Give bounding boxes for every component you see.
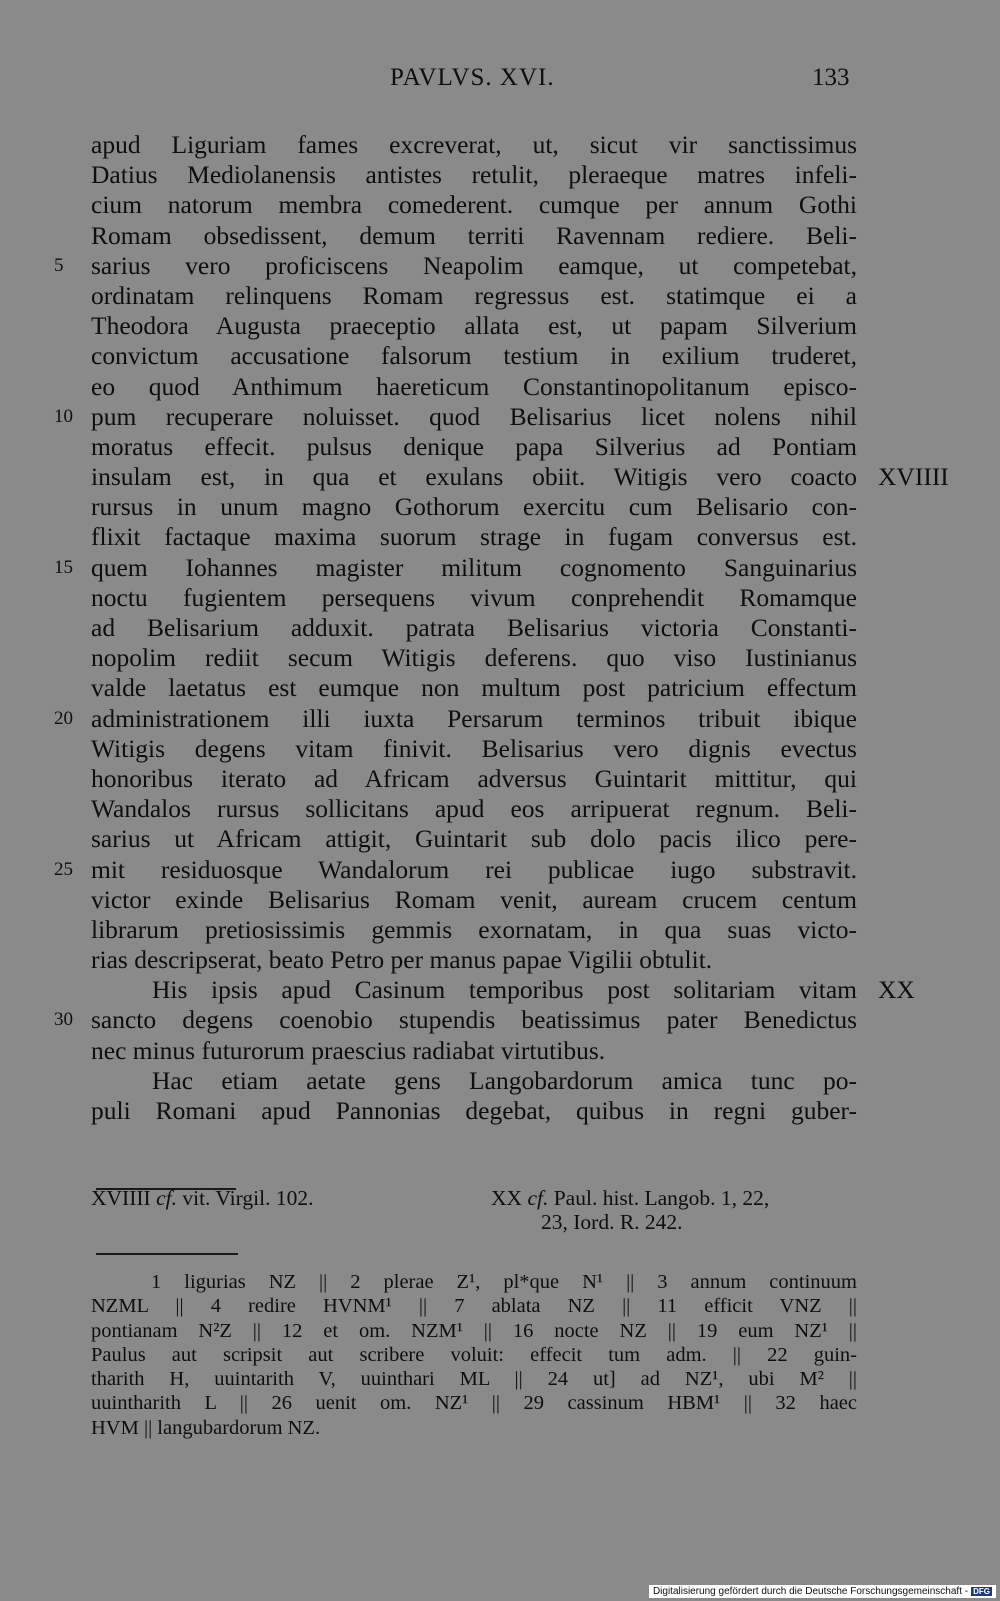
line-text: rias descripserat, beato Petro per manus papae Vigilii obtulit. (91, 945, 713, 975)
footer-text: Digitalisierung gefördert durch die Deutsche Forschungsgemeinschaft - (652, 1586, 969, 1597)
text-line (0, 1096, 1000, 1126)
text-line (0, 1066, 1000, 1096)
line-text: Theodora Augusta praeceptio allata est, ut papam Silverium (91, 311, 857, 341)
line-text: His ipsis apud Casinum temporibus post solitariam vitam (152, 975, 857, 1005)
line-text: honoribus iterato ad Africam adversus Guintarit mittitur, qui (91, 763, 857, 793)
text-line (0, 975, 1000, 1005)
text-line (0, 160, 1000, 190)
apparatus-line: HVM || langubardorum NZ. (91, 1416, 321, 1439)
source-text-continued: 23, Iord. R. 242. (541, 1210, 683, 1234)
source-text: vit. Virgil. 102. (182, 1186, 314, 1210)
line-text: valde laetatus est eumque non multum post patricium effectum (91, 673, 857, 703)
cf-abbrev: cf. (156, 1186, 177, 1210)
text-line (0, 402, 1000, 432)
text-line (0, 130, 1000, 160)
apparatus-line: pontianam N²Z || 12 et om. NZM¹ || 16 nocte NZ || 19 eum NZ¹ || (91, 1319, 857, 1342)
line-text: insulam est, in qua et exulans obiit. Witigis vero coacto (91, 462, 857, 492)
line-text: nec minus futurorum praescius radiabat virtutibus. (91, 1035, 606, 1065)
text-line (0, 553, 1000, 583)
line-text: eo quod Anthimum haereticum Constantinopolitanum episco- (91, 371, 857, 401)
apparatus-line: 1 ligurias NZ || 2 plerae Z¹, pl*que N¹ || 3 annum continuum (151, 1271, 857, 1293)
line-text: sarius ut Africam attigit, Guintarit sub dolo pacis ilico pere- (91, 824, 857, 854)
margin-chapter-number: XVIIII (878, 462, 949, 492)
text-line (0, 734, 1000, 764)
main-text (0, 130, 1000, 1126)
line-text: ordinatam relinquens Romam regressus est. statimque ei a (91, 280, 857, 310)
line-text: noctu fugientem persequens vivum conprehendit Romamque (91, 582, 857, 612)
line-text: rursus in unum magno Gothorum exercitu cum Belisario con- (91, 492, 857, 522)
text-line (0, 945, 1000, 975)
line-number: 10 (54, 405, 73, 427)
text-line (0, 583, 1000, 613)
text-line (0, 824, 1000, 854)
line-number: 15 (54, 556, 73, 578)
apparatus-line: Paulus aut scripsit aut scribere voluit: effecit tum adm. || 22 guin- (91, 1343, 857, 1366)
footer-credit (649, 1585, 996, 1598)
line-text: quem Iohannes magister militum cognomento Sanguinarius (91, 552, 857, 582)
apparatus-line: NZML || 4 redire HVNM¹ || 7 ablata NZ || 11 efficit VNZ || (91, 1295, 857, 1318)
line-text: puli Romani apud Pannonias degebat, quibus in regni guber- (91, 1096, 857, 1125)
text-line (0, 190, 1000, 220)
text-line (0, 311, 1000, 341)
line-text: flixit factaque maxima suorum strage in fugam conversus est. (91, 522, 857, 552)
line-number: 5 (54, 254, 64, 276)
source-ref: XX (491, 1186, 523, 1210)
source-ref: XVIIII (91, 1186, 151, 1210)
critical-apparatus (91, 1270, 857, 1440)
text-line (0, 221, 1000, 251)
separator-rule (96, 1253, 238, 1255)
line-text: sarius vero proficiscens Neapolim eamque, ut competebat, (91, 250, 857, 280)
dfg-logo: DFG (973, 1587, 990, 1596)
line-text: Datius Mediolanensis antistes retulit, pleraeque matres infeli- (91, 160, 857, 190)
text-line (0, 432, 1000, 462)
text-line (0, 522, 1000, 552)
text-line (0, 613, 1000, 643)
cf-abbrev: cf. (527, 1186, 549, 1210)
line-text: librarum pretiosissimis gemmis exornatam, in qua suas victo- (91, 914, 857, 944)
text-line (0, 1005, 1000, 1035)
line-text: victor exinde Belisarius Romam venit, auream crucem centum (91, 884, 857, 914)
apparatus-line: tharith H, uuintarith V, uuinthari ML || 24 ut] ad NZ¹, ubi M² || (91, 1368, 857, 1391)
line-text: apud Liguriam fames excreverat, ut, sicut vir sanctissimus (91, 130, 857, 159)
page-number: 133 (812, 64, 850, 91)
line-text: pum recuperare noluisset. quod Belisarius licet nolens nihil (91, 401, 857, 431)
line-text: sancto degens coenobio stupendis beatissimus pater Benedictus (91, 1005, 857, 1035)
text-line (0, 341, 1000, 371)
text-line (0, 281, 1000, 311)
text-line (0, 673, 1000, 703)
line-text: nopolim rediit secum Witigis deferens. quo viso Iustinianus (91, 643, 857, 673)
line-text: mit residuosque Wandalorum rei publicae iugo substravit. (91, 854, 857, 884)
line-number: 20 (54, 707, 73, 729)
text-line (0, 915, 1000, 945)
line-text: administrationem illi iuxta Persarum terminos tribuit ibique (91, 703, 857, 733)
margin-chapter-number: XX (878, 975, 915, 1005)
text-line (0, 794, 1000, 824)
text-line (0, 492, 1000, 522)
line-number: 25 (54, 858, 73, 880)
text-line (0, 764, 1000, 794)
text-line (0, 251, 1000, 281)
line-text: convictum accusatione falsorum testium in exilium truderet, (91, 341, 857, 371)
text-line (0, 643, 1000, 673)
text-line (0, 885, 1000, 915)
line-text: Wandalos rursus sollicitans apud eos arripuerat regnum. Beli- (91, 794, 857, 824)
apparatus-line: uuintharith L || 26 uenit om. NZ¹ || 29 cassinum HBM¹ || 32 haec (91, 1392, 857, 1415)
text-line (0, 704, 1000, 734)
line-text: Hac etiam aetate gens Langobardorum amica tunc po- (152, 1065, 857, 1095)
source-note-right (491, 1186, 861, 1234)
line-text: cium natorum membra comederent. cumque per annum Gothi (91, 190, 857, 220)
line-text: Romam obsedissent, demum territi Ravennam rediere. Beli- (91, 220, 857, 250)
text-line (0, 372, 1000, 402)
text-line (0, 1036, 1000, 1066)
source-note-left (91, 1186, 313, 1210)
line-text: moratus effecit. pulsus denique papa Silverius ad Pontiam (91, 431, 857, 461)
running-head: PAVLVS. XVI. (390, 64, 555, 91)
text-line (0, 462, 1000, 492)
text-line (0, 855, 1000, 885)
line-number: 30 (54, 1009, 73, 1031)
line-text: ad Belisarium adduxit. patrata Belisarius victoria Constanti- (91, 613, 857, 642)
line-text: Witigis degens vitam finivit. Belisarius vero dignis evectus (91, 733, 857, 763)
source-text: Paul. hist. Langob. 1, 22, (553, 1186, 770, 1210)
